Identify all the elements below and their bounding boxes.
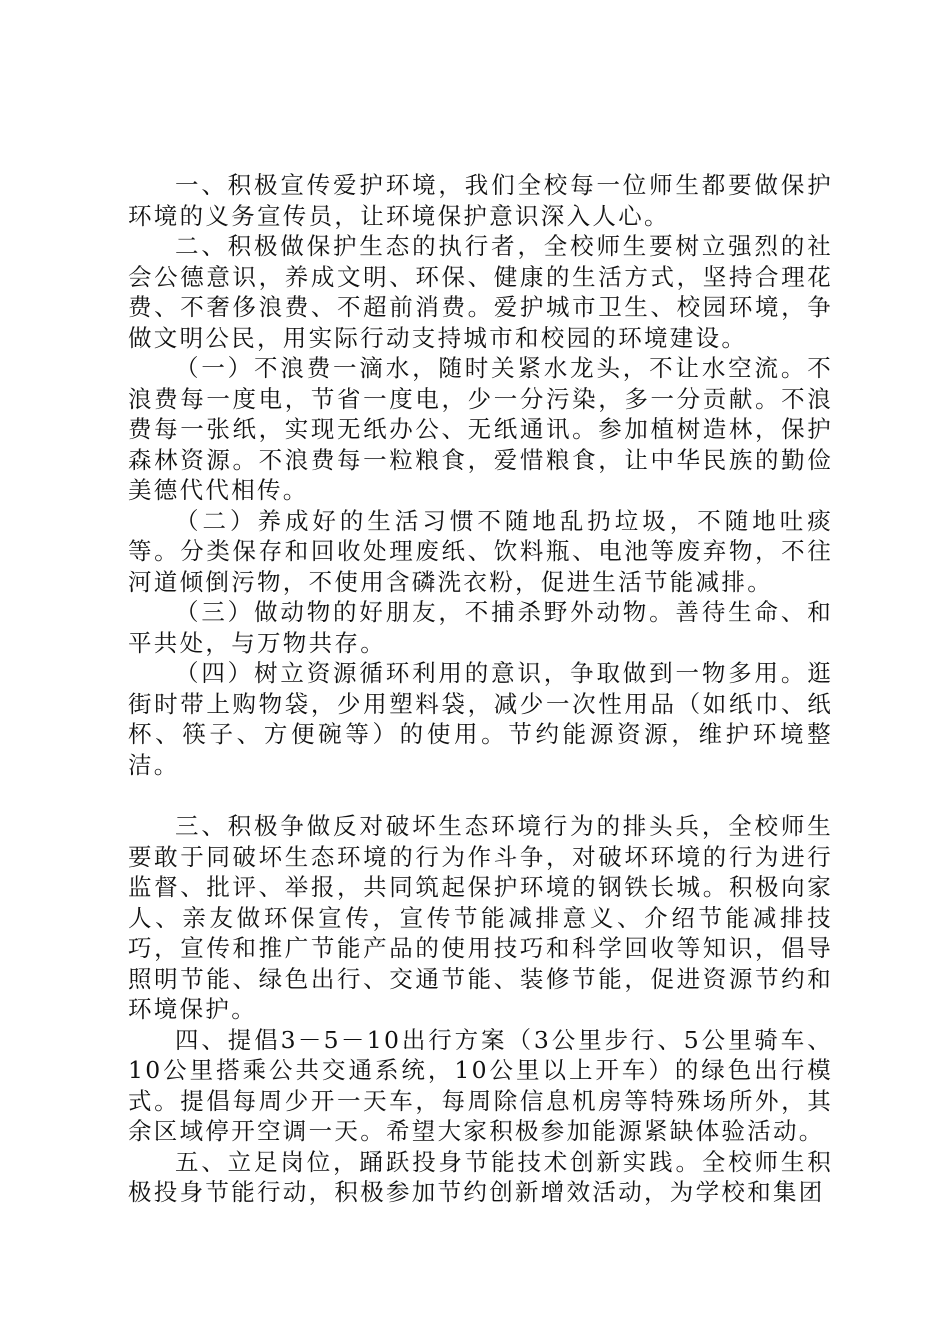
paragraph-1-publicity: 一、积极宣传爱护环境，我们全校每一位师生都要做保护环境的义务宣传员，让环境保护意识深入人心。 [128,171,833,230]
paragraph-2-4-recycling: （四）树立资源循环利用的意识，争取做到一物多用。逛街时带上购物袋，少用塑料袋，减少一次性用品（如纸巾、纸杯、筷子、方便碗等）的使用。节约能源资源，维护环境整洁。 [128,659,833,779]
document-body [128,170,833,1208]
paragraph-2-3-protect-animals: （三）做动物的好朋友，不捕杀野外动物。善待生命、和平共处，与万物共存。 [128,598,833,657]
paragraph-4-green-travel: 四、提倡3－5－10出行方案（3公里步行、5公里骑车、10公里搭乘公共交通系统，10公里以上开车）的绿色出行模式。提倡每周少开一天车，每周除信息机房等特殊场所外，其余区域停开空调一天。希望大家积极参加能源紧缺体验活动。 [128,1025,833,1145]
paragraph-2-1-save-resources: （一）不浪费一滴水，随时关紧水龙头，不让水空流。不浪费每一度电，节省一度电，少一分污染，多一分贡献。不浪费每一张纸，实现无纸办公、无纸通讯。参加植树造林，保护森林资源。不浪费每一粒粮食，爱惜粮食，让中华民族的勤俭美德代代相传。 [128,354,833,504]
paragraph-2-2-living-habits: （二）养成好的生活习惯不随地乱扔垃圾，不随地吐痰等。分类保存和回收处理废纸、饮料瓶、电池等废弃物，不往河道倾倒污物，不使用含磷洗衣粉，促进生活节能减排。 [128,506,833,596]
paragraph-3-oppose-damage: 三、积极争做反对破坏生态环境行为的排头兵，全校师生要敢于同破坏生态环境的行为作斗争，对破坏环境的行为进行监督、批评、举报，共同筑起保护环境的钢铁长城。积极向家人、亲友做环保宣传，宣传节能减排意义、介绍节能减排技巧，宣传和推广节能产品的使用技巧和科学回收等知识，倡导照明节能、绿色出行、交通节能、装修节能，促进资源节约和环境保护。 [128,812,833,1023]
paragraph-2-ecology-executor: 二、积极做保护生态的执行者，全校师生要树立强烈的社会公德意识，养成文明、环保、健康的生活方式，坚持合理花费、不奢侈浪费、不超前消费。爱护城市卫生、校园环境，争做文明公民，用实际行动支持城市和校园的环境建设。 [128,232,833,352]
paragraph-5-innovation: 五、立足岗位，踊跃投身节能技术创新实践。全校师生积极投身节能行动，积极参加节约创新增效活动，为学校和集团 [128,1147,833,1206]
